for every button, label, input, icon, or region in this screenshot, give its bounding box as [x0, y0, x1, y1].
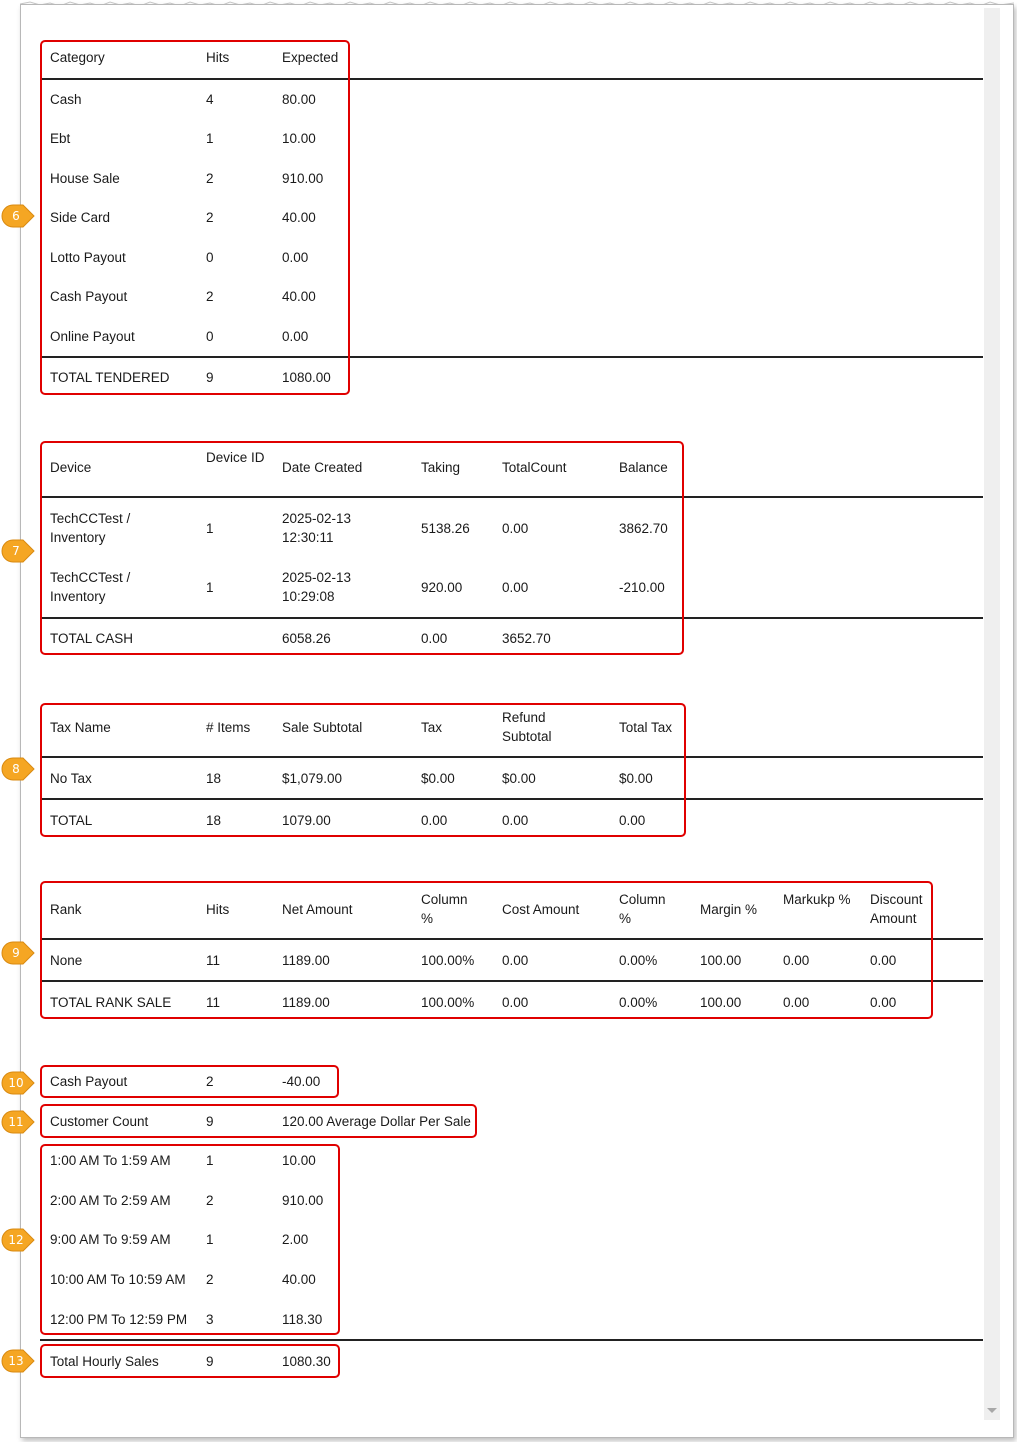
callout-number: 7: [12, 544, 20, 558]
cash-total-balance: 3652.70: [502, 631, 551, 646]
cash-row-totalcount: 0.00: [502, 521, 529, 536]
cash-total-label: TOTAL CASH: [50, 631, 134, 646]
highlight-box-8: [40, 703, 686, 837]
tender-row-hits: 2: [206, 289, 214, 304]
tender-row-hits: 0: [206, 329, 214, 344]
column-header-hits: Hits: [206, 902, 230, 917]
column-header-column-percent-2: Column %: [619, 892, 666, 926]
callout-number: 8: [12, 762, 20, 776]
cash-row-taking: 920.00: [421, 580, 463, 595]
tender-total-hits: 9: [206, 370, 214, 385]
column-header-total-tax: Total Tax: [619, 720, 673, 735]
tender-row-label: Online Payout: [50, 329, 135, 344]
tax-row-items: 18: [206, 771, 222, 786]
cash-total-count: 0.00: [421, 631, 448, 646]
hourly-row-amount: 10.00: [282, 1153, 316, 1168]
rank-total-discount: 0.00: [870, 995, 897, 1010]
column-header-net-amount: Net Amount: [282, 902, 353, 917]
tax-total-sale-subtotal: 1079.00: [282, 813, 331, 828]
callout-number: 12: [8, 1233, 24, 1247]
tender-total-label: TOTAL TENDERED: [50, 370, 170, 385]
cash-row-balance: 3862.70: [619, 521, 668, 536]
callout-marker-10: [1, 1071, 35, 1095]
callout-marker-11: [1, 1110, 35, 1134]
vertical-scrollbar[interactable]: [984, 8, 1000, 1420]
callout-number: 10: [8, 1076, 24, 1090]
tender-row-label: Side Card: [50, 210, 111, 225]
cash-row-device-id: 1: [206, 521, 214, 536]
highlight-box-9: [40, 881, 933, 1019]
callout-marker-12: [1, 1228, 35, 1252]
rank-total-column-percent-2: 0.00%: [619, 995, 658, 1010]
rank-total-markup: 0.00: [783, 995, 810, 1010]
column-header-cost-amount: Cost Amount: [502, 902, 580, 917]
cash-row-balance: -210.00: [619, 580, 665, 595]
rank-row-margin: 100.00: [700, 953, 742, 968]
rank-row-column-percent: 100.00%: [421, 953, 475, 968]
tax-total-total-tax: 0.00: [619, 813, 646, 828]
column-header-expected: Expected: [282, 50, 339, 65]
highlight-box-10: [40, 1065, 339, 1098]
hourly-row-amount: 40.00: [282, 1272, 316, 1287]
tender-row-expected: 10.00: [282, 131, 316, 146]
hourly-row-amount: 2.00: [282, 1232, 309, 1247]
tax-row-total-tax: $0.00: [619, 771, 653, 786]
tender-row-hits: 4: [206, 92, 214, 107]
rank-row-column-percent-2: 0.00%: [619, 953, 658, 968]
cash-row-totalcount: 0.00: [502, 580, 529, 595]
tax-total-refund-subtotal: 0.00: [502, 813, 529, 828]
rank-row-cost-amount: 0.00: [502, 953, 529, 968]
tender-row-hits: 1: [206, 131, 214, 146]
cash-payout-count: 2: [206, 1074, 214, 1089]
rank-row-discount: 0.00: [870, 953, 897, 968]
highlight-box-13: [40, 1344, 340, 1378]
callout-number: 6: [12, 209, 20, 223]
tender-total-expected: 1080.00: [282, 370, 331, 385]
hourly-row-range: 1:00 AM To 1:59 AM: [50, 1153, 171, 1168]
hourly-row-range: 12:00 PM To 12:59 PM: [50, 1312, 188, 1327]
column-header-balance: Balance: [619, 460, 668, 475]
cash-payout-label: Cash Payout: [50, 1074, 128, 1089]
cash-row-date: 2025-02-13 10:29:08: [282, 570, 352, 604]
callout-marker-8: [1, 757, 35, 781]
tender-row-expected: 80.00: [282, 92, 316, 107]
tender-row-label: House Sale: [50, 171, 120, 186]
rank-row-net-amount: 1189.00: [282, 953, 330, 968]
column-header-discount-amount: Discount Amount: [870, 892, 923, 926]
column-header-hits: Hits: [206, 50, 230, 65]
hourly-row-count: 1: [206, 1153, 214, 1168]
tax-total-items: 18: [206, 813, 222, 828]
column-header-totalcount: TotalCount: [502, 460, 567, 475]
tax-row-refund-subtotal: $0.00: [502, 771, 536, 786]
tender-row-hits: 0: [206, 250, 214, 265]
hourly-row-count: 2: [206, 1193, 214, 1208]
tax-row-tax: $0.00: [421, 771, 455, 786]
hourly-row-range: 9:00 AM To 9:59 AM: [50, 1232, 171, 1247]
tender-row-hits: 2: [206, 210, 214, 225]
hourly-total-label: Total Hourly Sales: [50, 1354, 159, 1369]
tender-row-expected: 40.00: [282, 289, 316, 304]
callout-marker-7: [1, 539, 35, 563]
hourly-row-amount: 910.00: [282, 1193, 324, 1208]
customer-count-value: 9: [206, 1114, 214, 1129]
tax-row-name: No Tax: [50, 771, 92, 786]
tender-row-expected: 40.00: [282, 210, 316, 225]
highlight-box-12: [40, 1144, 340, 1335]
column-header-tax: Tax: [421, 720, 443, 735]
hourly-row-count: 2: [206, 1272, 214, 1287]
column-header-tax-name: Tax Name: [50, 720, 111, 735]
rank-total-margin: 100.00: [700, 995, 742, 1010]
rank-total-cost-amount: 0.00: [502, 995, 529, 1010]
tender-row-label: Cash Payout: [50, 289, 128, 304]
rank-total-column-percent: 100.00%: [421, 995, 475, 1010]
callout-marker-9: [1, 941, 35, 965]
scroll-down-arrow-icon[interactable]: [987, 1408, 997, 1413]
tender-row-label: Cash: [50, 92, 82, 107]
rank-total-hits: 11: [206, 995, 221, 1010]
customer-count-label: Customer Count: [50, 1114, 149, 1129]
rank-total-net-amount: 1189.00: [282, 995, 330, 1010]
column-header-taking: Taking: [421, 460, 461, 475]
average-dollar-per-sale: 120.00 Average Dollar Per Sale: [282, 1114, 471, 1129]
column-header-sale-subtotal: Sale Subtotal: [282, 720, 363, 735]
hourly-total-count: 9: [206, 1354, 214, 1369]
hourly-row-amount: 118.30: [282, 1312, 323, 1327]
rank-row-markup: 0.00: [783, 953, 810, 968]
cash-row-taking: 5138.26: [421, 521, 470, 536]
column-header-date-created: Date Created: [282, 460, 363, 475]
callout-number: 11: [8, 1115, 24, 1129]
cash-payout-amount: -40.00: [282, 1074, 321, 1089]
cash-total-taking: 6058.26: [282, 631, 331, 646]
tender-row-expected: 0.00: [282, 329, 309, 344]
highlight-box-6: [40, 40, 350, 395]
rank-row-rank: None: [50, 953, 83, 968]
cash-row-date: 2025-02-13 12:30:11: [282, 511, 352, 545]
tender-row-expected: 910.00: [282, 171, 324, 186]
column-header-rank: Rank: [50, 902, 82, 917]
hourly-row-count: 1: [206, 1232, 214, 1247]
tax-total-label: TOTAL: [50, 813, 93, 828]
rank-row-hits: 11: [206, 953, 221, 968]
tender-row-label: Lotto Payout: [50, 250, 126, 265]
callout-marker-13: [1, 1349, 35, 1373]
hourly-row-range: 10:00 AM To 10:59 AM: [50, 1272, 186, 1287]
highlight-box-11: [40, 1104, 477, 1138]
column-header-category: Category: [50, 50, 105, 65]
tax-row-sale-subtotal: $1,079.00: [282, 771, 343, 786]
cash-row-device: TechCCTest / Inventory: [50, 570, 131, 604]
column-header-items: # Items: [206, 720, 251, 735]
hourly-total-amount: 1080.30: [282, 1354, 331, 1369]
tax-total-tax: 0.00: [421, 813, 448, 828]
tender-row-label: Ebt: [50, 131, 71, 146]
column-header-markup: Markukp %: [783, 892, 851, 907]
callout-marker-6: [1, 204, 35, 228]
hourly-total-divider: [40, 1339, 983, 1341]
cash-row-device-id: 1: [206, 580, 214, 595]
callout-number: 9: [12, 946, 20, 960]
highlight-box-7: [40, 441, 684, 655]
callout-number: 13: [8, 1354, 24, 1368]
column-header-device-id: Device ID: [206, 450, 265, 465]
column-header-column-percent: Column %: [421, 892, 468, 926]
hourly-row-range: 2:00 AM To 2:59 AM: [50, 1193, 171, 1208]
tender-row-hits: 2: [206, 171, 214, 186]
tender-row-expected: 0.00: [282, 250, 309, 265]
column-header-device: Device: [50, 460, 92, 475]
hourly-row-count: 3: [206, 1312, 214, 1327]
column-header-refund-subtotal: Refund Subtotal: [502, 710, 552, 744]
column-header-margin: Margin %: [700, 902, 758, 917]
rank-total-label: TOTAL RANK SALE: [50, 995, 172, 1010]
cash-row-device: TechCCTest / Inventory: [50, 511, 131, 545]
